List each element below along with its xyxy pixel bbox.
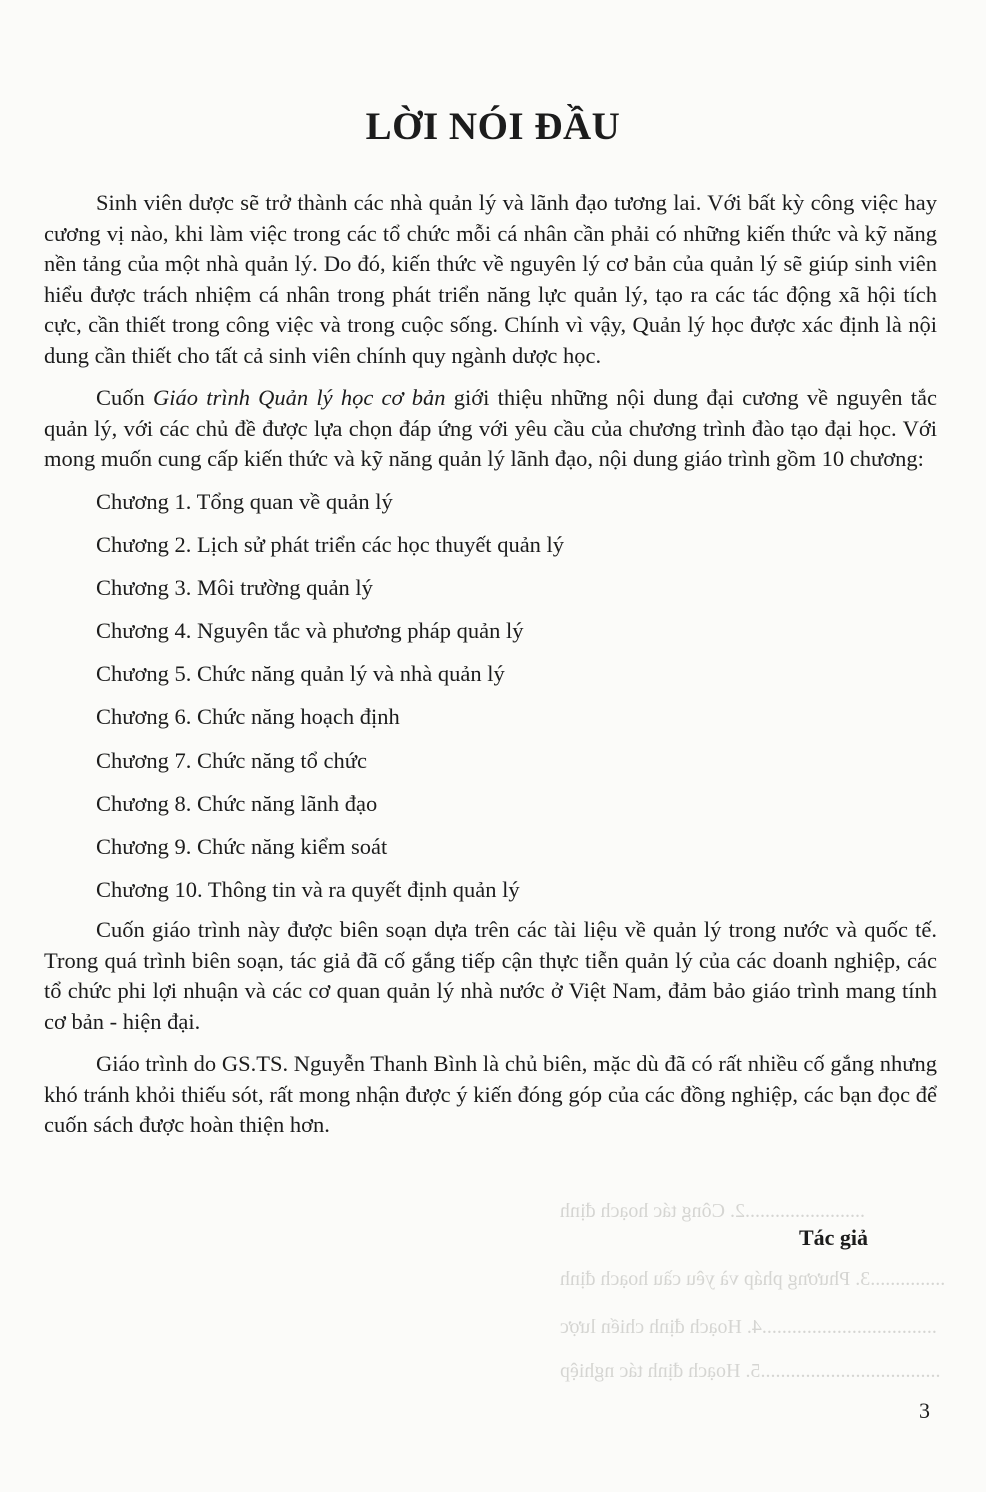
chapter-item: Chương 7. Chức năng tổ chức [96, 747, 367, 773]
chapter-item: Chương 9. Chức năng kiểm soát [96, 834, 388, 859]
chapter-item: Chương 2. Lịch sử phát triển các học thuyết quản lý [96, 531, 565, 557]
chapter-item: Chương 6. Chức năng hoạch định [96, 704, 400, 730]
book-para-text: Cuốn [96, 385, 153, 410]
chapter-item: Chương 8. Chức năng lãnh đạo [96, 790, 378, 816]
page-title: LỜI NÓI ĐẦU [365, 105, 621, 149]
chapter-item: Chương 4. Nguyên tắc và phương pháp quản lý [96, 618, 524, 644]
chapter-item: Chương 3. Môi trường quản lý [96, 574, 373, 600]
author-signature: Tác giả [798, 1225, 868, 1250]
closing-paragraph: Giáo trình do GS.TS. Nguyễn Thanh Bình là chủ biên, mặc dù đã có rất nhiều cố gắng nhưng khó tránh khỏi thiếu sót, rất mong nhận được ý kiến đóng góp của các đồng nghiệp, các bạn đọc để cuốn sách được hoàn thiện hơn. [44, 1051, 937, 1138]
page-number: 3 [919, 1398, 930, 1423]
closing-paragraph: Cuốn giáo trình này được biên soạn dựa trên các tài liệu về quản lý trong nước và quốc tế. Trong quá trình biên soạn, tác giả đã cố gắng tiếp cận thực tiễn quản lý của các doanh nghiệp, các tổ chức phi lợi nhuận và các cơ quan quản lý nhà nước ở Việt Nam, đảm bảo giáo trình mang tính cơ bản - hiện đại. [44, 917, 937, 1034]
book-title: Giáo trình Quản lý học cơ bản [152, 385, 446, 410]
document-page: ........................2. Công tác hoạch định ...............3. Phương pháp và yêu cầu hoạch định ...................................4. Hoạch định chiến lược ....................................5. Hoạch định tác nghiệp LỜI NÓI ĐẦU Sinh viên dược sẽ trở thành các nhà quản lý và lãnh đạo tương lai. Với bất kỳ công việc hay cương vị nào, khi làm việc trong các tổ chức mỗi cá nhân cần phải có những kiến thức và kỹ năng nền tảng của một nhà quản lý. Do đó, kiến thức về nguyên lý cơ bản của quản lý sẽ giúp sinh viên hiểu được trách nhiệm cá nhân trong phát triển năng lực quản lý, tạo ra các tác động xã hội tích cực, cần thiết trong công việc và trong cuộc sống. Chính vì vậy, Quản lý học được xác định là nội dung cần thiết cho tất cả sinh viên chính quy ngành dược học. Cuốn Giáo trình Quản lý học cơ bản giới thiệu những nội dung đại cương về nguyên tắc quản lý, với các chủ đề được lựa chọn đáp ứng với yêu cầu của chương trình đào tạo đại học. Với mong muốn cung cấp kiến thức và kỹ năng quản lý lãnh đạo, nội dung giáo trình gồm 10 chương: Chương 1. Tổng quan về quản lý Chương 2. Lịch sử phát triển các học thuyết quản lý Chương 3. Môi trường quản lý Chương 4. Nguyên tắc và phương pháp quản lý Chương 5. Chức năng quản lý và nhà quản lý Chương 6. Chức năng hoạch định Chương 7. Chức năng tổ chức Chương 8. Chức năng lãnh đạo Chương 9. Chức năng kiểm soát Chương 10. Thông tin và ra quyết định quản lý Cuốn giáo trình này được biên soạn dựa trên các tài liệu về quản lý trong nước và quốc tế. Trong quá trình biên soạn, tác giả đã cố gắng tiếp cận thực tiễn quản lý của các doanh nghiệp, các tổ chức phi lợi nhuận và các cơ quan quản lý nhà nước ở Việt Nam, đảm bảo giáo trình mang tính cơ bản - hiện đại. Giáo trình do GS.TS. Nguyễn Thanh Bình là chủ biên, mặc dù đã có rất nhiều cố gắng nhưng khó tránh khỏi thiếu sót, rất mong nhận được ý kiến đóng góp của các đồng nghiệp, các bạn đọc để cuốn sách được hoàn thiện hơn. Tác giả 3 [0, 0, 986, 1492]
chapter-list [44, 487, 937, 910]
intro-paragraph: Sinh viên dược sẽ trở thành các nhà quản lý và lãnh đạo tương lai. Với bất kỳ công việc hay cương vị nào, khi làm việc trong các tổ chức mỗi cá nhân cần phải có những kiến thức và kỹ năng nền tảng của một nhà quản lý. Do đó, kiến thức về nguyên lý cơ bản của quản lý sẽ giúp sinh viên hiểu được trách nhiệm cá nhân trong phát triển năng lực quản lý, tạo ra các tác động xã hội tích cực, cần thiết trong công việc và trong cuộc sống. Chính vì vậy, Quản lý học được xác định là nội dung cần thiết cho tất cả sinh viên chính quy ngành dược học. [44, 190, 937, 368]
chapter-item: Chương 10. Thông tin và ra quyết định quản lý [96, 877, 520, 903]
chapter-item: Chương 1. Tổng quan về quản lý [96, 488, 393, 514]
preface-body [44, 188, 937, 1153]
book-para-text: giới thiệu những nội dung đại cương về nguyên tắc quản lý, với các chủ đề được lựa chọn đáp ứng với yêu cầu của chương trình đào tạo đại học. Với mong muốn cung cấp kiến thức và kỹ năng quản lý lãnh đạo, nội dung giáo trình gồm 10 chương: [44, 385, 937, 471]
chapter-item: Chương 5. Chức năng quản lý và nhà quản lý [96, 661, 505, 687]
book-paragraph [44, 383, 937, 475]
